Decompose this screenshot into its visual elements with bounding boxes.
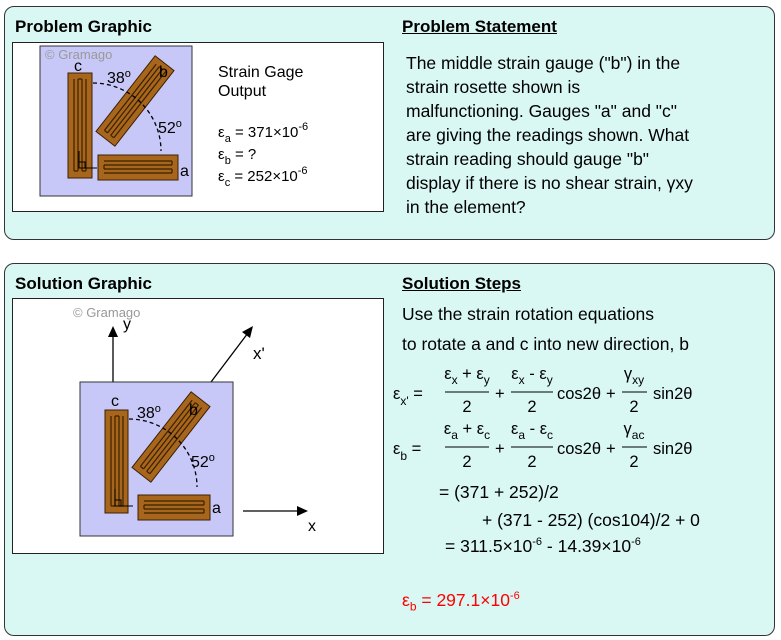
statement-line: are giving the readings shown. What (406, 125, 690, 145)
svg-text:sin2θ: sin2θ (653, 440, 693, 458)
output-title-2: Output (218, 83, 267, 100)
gauge-a (98, 155, 178, 180)
watermark: © Gramago (73, 305, 141, 320)
problem-statement-heading: Problem Statement (402, 17, 557, 36)
svg-text:+: + (495, 385, 505, 403)
xprime-arrowhead (242, 326, 253, 338)
problem-statement-text (406, 51, 771, 219)
svg-text:εx' =: $\varepsilon_{x'}$ = (393, 385, 423, 408)
statement-line: The middle strain gauge ("b") in the (406, 53, 681, 73)
calc-line-3: = $311.5\times 10^{-6} - 14.39\times 10^{-6}$ (445, 536, 641, 556)
statement-line: display if there is no shear strain, γxy (406, 173, 693, 193)
svg-text:2: 2 (527, 398, 537, 416)
svg-text:γxy: $\gamma_{xy}$ (623, 365, 645, 387)
svg-text:εb =: $\varepsilon_b$ = (393, 440, 422, 463)
output-eb: $\varepsilon_b$ = ? (218, 146, 257, 167)
y-label: y (123, 316, 131, 333)
output-ec: $\varepsilon_c = 252\times 10^{-6}$ (218, 165, 308, 189)
equation-general (393, 365, 692, 416)
svg-text:2: 2 (527, 453, 537, 471)
label-c: c (111, 393, 119, 410)
statement-line: in the element? (406, 197, 526, 217)
rotation-equations (385, 362, 770, 472)
svg-text:+: + (606, 385, 616, 403)
label-b: b (189, 402, 198, 419)
xprime-axis (211, 329, 251, 382)
svg-text:sin2θ: sin2θ (653, 385, 693, 403)
solution-panel (4, 263, 775, 636)
angle-52: 52$^o$ (158, 118, 182, 137)
solution-graphic-box (12, 298, 384, 554)
x-arrowhead (297, 506, 308, 516)
svg-text:2: 2 (462, 398, 472, 416)
svg-text:cos2θ: cos2θ (557, 440, 602, 458)
angle-52: 52$^o$ (191, 452, 215, 471)
intro-line-2: to rotate a and c into new direction, b (402, 334, 689, 354)
gauge-a (138, 495, 210, 520)
label-a: a (212, 500, 221, 517)
problem-panel (4, 6, 775, 240)
angle-38: 38$^o$ (107, 68, 131, 87)
svg-text:εx - εy: $\varepsilon_x - \varepsilon_y$ (511, 365, 553, 387)
label-b: b (159, 64, 168, 81)
watermark: © Gramago (45, 47, 113, 62)
calc-line-1: = (371 + 252)/2 (439, 482, 559, 502)
angle-38: 38$^o$ (137, 403, 161, 422)
xprime-label: x' (253, 344, 265, 363)
svg-text:2: 2 (629, 398, 639, 416)
calc-line-2: + (371 - 252) (cos104)/2 + 0 (482, 510, 700, 530)
intro-line-1: Use the strain rotation equations (402, 304, 654, 324)
svg-text:εa - εc: $\varepsilon_a - \varepsilon_c$ (510, 420, 554, 442)
answer: $\varepsilon_b = 297.1\times 10^{-6}$ (402, 590, 520, 614)
statement-line: strain rosette shown is (406, 77, 581, 97)
label-c: c (74, 58, 82, 75)
x-label: x (308, 518, 316, 535)
output-ea: $\varepsilon_a = 371\times 10^{-6}$ (218, 121, 309, 145)
svg-text:2: 2 (629, 453, 639, 471)
statement-line: strain reading should gauge "b" (406, 149, 650, 169)
gauge-c (105, 410, 128, 513)
solution-graphic-heading: Solution Graphic (15, 274, 152, 293)
equation-specific (393, 420, 692, 471)
output-title-1: Strain Gage (218, 64, 304, 81)
problem-rosette-diagram (13, 43, 385, 213)
svg-text:cos2θ: cos2θ (557, 385, 602, 403)
problem-graphic-heading: Problem Graphic (15, 17, 152, 36)
svg-text:+: + (495, 440, 505, 458)
svg-text:+: + (606, 440, 616, 458)
solution-steps-heading: Solution Steps (402, 274, 521, 293)
svg-text:εa + εc: $\varepsilon_a + \varepsilon_c$ (443, 420, 491, 442)
problem-graphic-box (12, 42, 384, 212)
y-arrowhead (108, 326, 118, 337)
label-a: a (180, 163, 189, 180)
statement-line: malfunctioning. Gauges "a" and "c" (406, 101, 677, 121)
svg-text:γac: $\gamma_{ac}$ (623, 420, 645, 442)
svg-text:εx + εy: $\varepsilon_x + \varepsilon_y$ (444, 365, 490, 387)
solution-rosette-diagram (13, 299, 385, 555)
svg-text:2: 2 (462, 453, 472, 471)
